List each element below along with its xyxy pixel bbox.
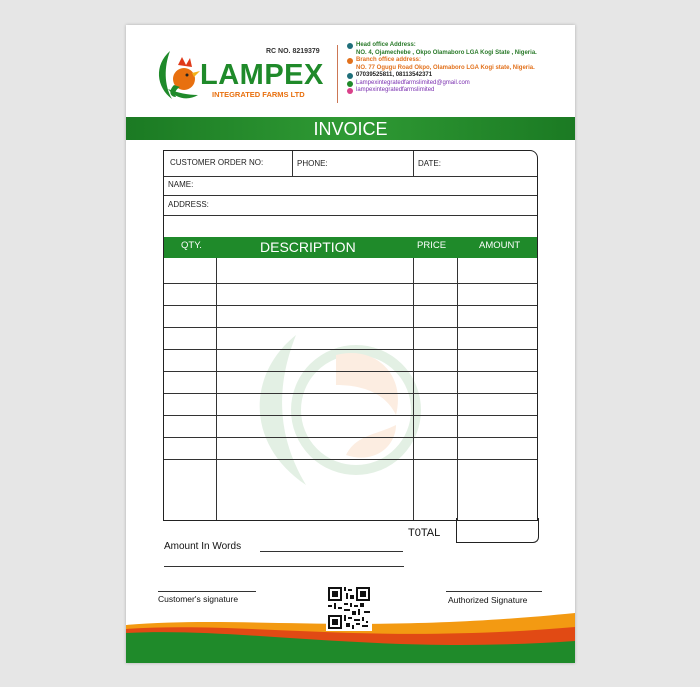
head-office-label: Head office Address: [356,42,416,48]
table-header [164,237,537,258]
company-logo [154,45,324,105]
date-label: DATE: [418,159,441,168]
column-divider [413,258,414,521]
invoice-title: INVOICE [313,119,388,139]
divider [413,151,414,176]
column-divider [216,258,217,521]
contact-block [347,42,575,95]
address-label: ADDRESS: [168,200,209,209]
home-icon [347,43,353,49]
authorized-signature-label: Authorized Signature [448,595,528,605]
name-label: NAME: [168,180,194,189]
location-pin-icon [347,58,353,64]
email-address: Lampexintegratedfarmslimited@gmail.com [356,79,470,86]
table-row[interactable] [164,305,537,306]
invoice-sheet [126,25,575,663]
price-column-header: PRICE [417,240,447,251]
table-row[interactable] [164,327,537,328]
divider [292,151,293,176]
total-field[interactable] [456,518,539,543]
phone-icon [347,73,353,79]
column-divider [457,258,458,521]
authorized-signature-line[interactable] [446,591,542,592]
amount-in-words-line[interactable] [260,551,403,552]
table-row[interactable] [164,349,537,350]
rc-number: RC NO. 8219379 [266,48,320,55]
divider [164,215,537,216]
description-column-header: DESCRIPTION [260,239,356,255]
qty-column-header: QTY. [181,240,202,251]
total-label: T0TAL [408,527,441,539]
email-icon [347,81,353,87]
table-row[interactable] [164,437,537,438]
header-divider [337,45,338,103]
title-banner [126,117,575,140]
table-row[interactable] [164,459,537,460]
phone-label: PHONE: [297,159,328,168]
company-name: LAMPEX [200,59,324,91]
table-row[interactable] [164,371,537,372]
table-row[interactable] [164,283,537,284]
social-media-icon [347,88,353,94]
branch-office-address: NO. 77 Ogugu Road Okpo, Olamaboro LGA Kogi state, Nigeria. [356,64,535,71]
head-office-address: NO. 4, Ojamechebe , Okpo Olamaboro LGA Kogi State , Nigeria. [356,49,537,56]
invoice-form [163,150,538,521]
divider [164,195,537,196]
company-subtitle: INTEGRATED FARMS LTD [212,90,305,99]
customer-signature-label: Customer's signature [158,594,239,604]
amount-column-header: AMOUNT [479,240,521,251]
social-handle: lampexintegratedfarmslimited [356,87,435,93]
amount-in-words-line-2[interactable] [164,566,404,567]
table-row[interactable] [164,415,537,416]
amount-in-words-label: Amount In Words [164,541,242,552]
branch-office-label: Branch office address: [356,57,422,63]
customer-order-no-label: CUSTOMER ORDER NO: [170,158,264,167]
qr-code-icon [326,585,372,631]
table-row[interactable] [164,393,537,394]
customer-signature-line[interactable] [158,591,256,592]
phone-numbers: 07039525811, 08113542371 [356,72,433,78]
divider [164,176,537,177]
